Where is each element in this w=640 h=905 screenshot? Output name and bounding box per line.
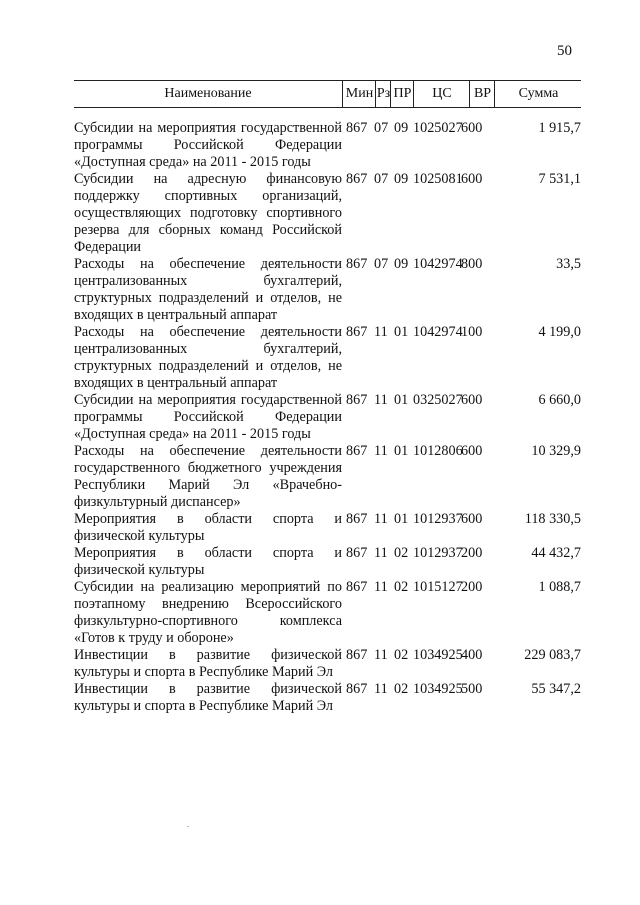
header-rz: Рз xyxy=(375,81,391,107)
row-name: Мероприятия в области спорта и физической культуры xyxy=(74,545,342,578)
row-cs: 1012937 xyxy=(413,511,463,527)
row-rz: 11 xyxy=(374,392,388,408)
row-rz: 07 xyxy=(374,256,389,272)
row-sum: 10 329,9 xyxy=(531,443,581,459)
row-rz: 11 xyxy=(374,579,388,595)
row-name: Субсидии на мероприятия государственной программы Российской Федерации «Доступная среда» на 2011 - 2015 годы xyxy=(74,392,342,442)
row-cs: 1034925 xyxy=(413,647,463,663)
row-name: Расходы на обеспечение деятельности государственного бюджетного учреждения Республики Марий Эл «Врачебно-физкультурный диспансер» xyxy=(74,443,342,510)
row-name: Мероприятия в области спорта и физической культуры xyxy=(74,511,342,544)
row-cs: 1012806 xyxy=(413,443,463,459)
row-sum: 33,5 xyxy=(556,256,581,272)
scan-speck xyxy=(187,826,189,827)
table-row xyxy=(74,120,581,171)
row-sum: 229 083,7 xyxy=(524,647,581,663)
row-pr: 02 xyxy=(394,579,409,595)
table-body xyxy=(74,120,581,715)
row-pr: 01 xyxy=(394,511,409,527)
row-pr: 09 xyxy=(394,256,409,272)
row-cs: 1034925 xyxy=(413,681,463,697)
row-cs: 1012937 xyxy=(413,545,463,561)
row-sum: 6 660,0 xyxy=(538,392,581,408)
table-row xyxy=(74,171,581,256)
row-pr: 02 xyxy=(394,647,409,663)
row-rz: 07 xyxy=(374,171,389,187)
header-cs: ЦС xyxy=(413,81,470,107)
row-sum: 44 432,7 xyxy=(531,545,581,561)
header-vr: ВР xyxy=(469,81,495,107)
row-min: 867 xyxy=(346,545,368,561)
header-pr: ПР xyxy=(390,81,414,107)
row-vr: 600 xyxy=(461,171,483,187)
table-row xyxy=(74,511,581,545)
row-min: 867 xyxy=(346,256,368,272)
page-number: 50 xyxy=(557,43,572,59)
row-pr: 09 xyxy=(394,171,409,187)
row-pr: 02 xyxy=(394,545,409,561)
row-vr: 400 xyxy=(461,647,483,663)
row-cs: 1015127 xyxy=(413,579,463,595)
header-min: Мин xyxy=(342,81,376,107)
row-name: Субсидии на реализацию мероприятий по поэтапному внедрению Всероссийского физкультурно-спортивного комплекса «Готов к труду и обороне» xyxy=(74,579,342,646)
row-vr: 600 xyxy=(461,443,483,459)
row-rz: 11 xyxy=(374,681,388,697)
row-vr: 600 xyxy=(461,392,483,408)
row-name: Инвестиции в развитие физической культуры и спорта в Республике Марий Эл xyxy=(74,647,342,680)
header-sum: Сумма xyxy=(494,81,582,107)
row-vr: 800 xyxy=(461,256,483,272)
row-vr: 600 xyxy=(461,120,483,136)
row-rz: 11 xyxy=(374,443,388,459)
row-name: Субсидии на мероприятия государственной программы Российской Федерации «Доступная среда» на 2011 - 2015 годы xyxy=(74,120,342,170)
table-row xyxy=(74,545,581,579)
row-pr: 02 xyxy=(394,681,409,697)
table-row xyxy=(74,324,581,392)
row-cs: 0325027 xyxy=(413,392,463,408)
row-sum: 1 088,7 xyxy=(538,579,581,595)
row-name: Субсидии на адресную финансовую поддержку спортивных организаций, осуществляющих подготовку спортивного резерва для сборных команд Российской Федерации xyxy=(74,171,342,255)
row-rz: 11 xyxy=(374,324,388,340)
row-rz: 11 xyxy=(374,545,388,561)
row-min: 867 xyxy=(346,171,368,187)
row-vr: 200 xyxy=(461,579,483,595)
table-row xyxy=(74,647,581,681)
row-vr: 500 xyxy=(461,681,483,697)
table-row xyxy=(74,579,581,647)
row-name: Расходы на обеспечение деятельности централизованных бухгалтерий, структурных подразделений и отделов, не входящих в центральный аппарат xyxy=(74,256,342,323)
row-cs: 1025081 xyxy=(413,171,463,187)
row-vr: 600 xyxy=(461,511,483,527)
row-min: 867 xyxy=(346,324,368,340)
row-rz: 11 xyxy=(374,647,388,663)
row-rz: 07 xyxy=(374,120,389,136)
row-sum: 55 347,2 xyxy=(531,681,581,697)
row-cs: 1025027 xyxy=(413,120,463,136)
row-min: 867 xyxy=(346,647,368,663)
table-row xyxy=(74,443,581,511)
table-header xyxy=(74,80,581,108)
row-name: Инвестиции в развитие физической культуры и спорта в Республике Марий Эл xyxy=(74,681,342,714)
row-min: 867 xyxy=(346,511,368,527)
row-pr: 09 xyxy=(394,120,409,136)
row-cs: 1042974 xyxy=(413,324,463,340)
row-sum: 4 199,0 xyxy=(538,324,581,340)
row-min: 867 xyxy=(346,443,368,459)
row-min: 867 xyxy=(346,579,368,595)
row-vr: 200 xyxy=(461,545,483,561)
header-name: Наименование xyxy=(164,86,252,101)
row-sum: 1 915,7 xyxy=(538,120,581,136)
row-min: 867 xyxy=(346,120,368,136)
table-row xyxy=(74,681,581,715)
row-vr: 100 xyxy=(461,324,483,340)
row-name: Расходы на обеспечение деятельности централизованных бухгалтерий, структурных подразделений и отделов, не входящих в центральный аппарат xyxy=(74,324,342,391)
row-pr: 01 xyxy=(394,324,409,340)
row-rz: 11 xyxy=(374,511,388,527)
row-pr: 01 xyxy=(394,392,409,408)
row-cs: 1042974 xyxy=(413,256,463,272)
table-row xyxy=(74,256,581,324)
row-sum: 7 531,1 xyxy=(538,171,581,187)
row-min: 867 xyxy=(346,681,368,697)
row-sum: 118 330,5 xyxy=(524,511,581,527)
row-pr: 01 xyxy=(394,443,409,459)
row-min: 867 xyxy=(346,392,368,408)
table-row xyxy=(74,392,581,443)
